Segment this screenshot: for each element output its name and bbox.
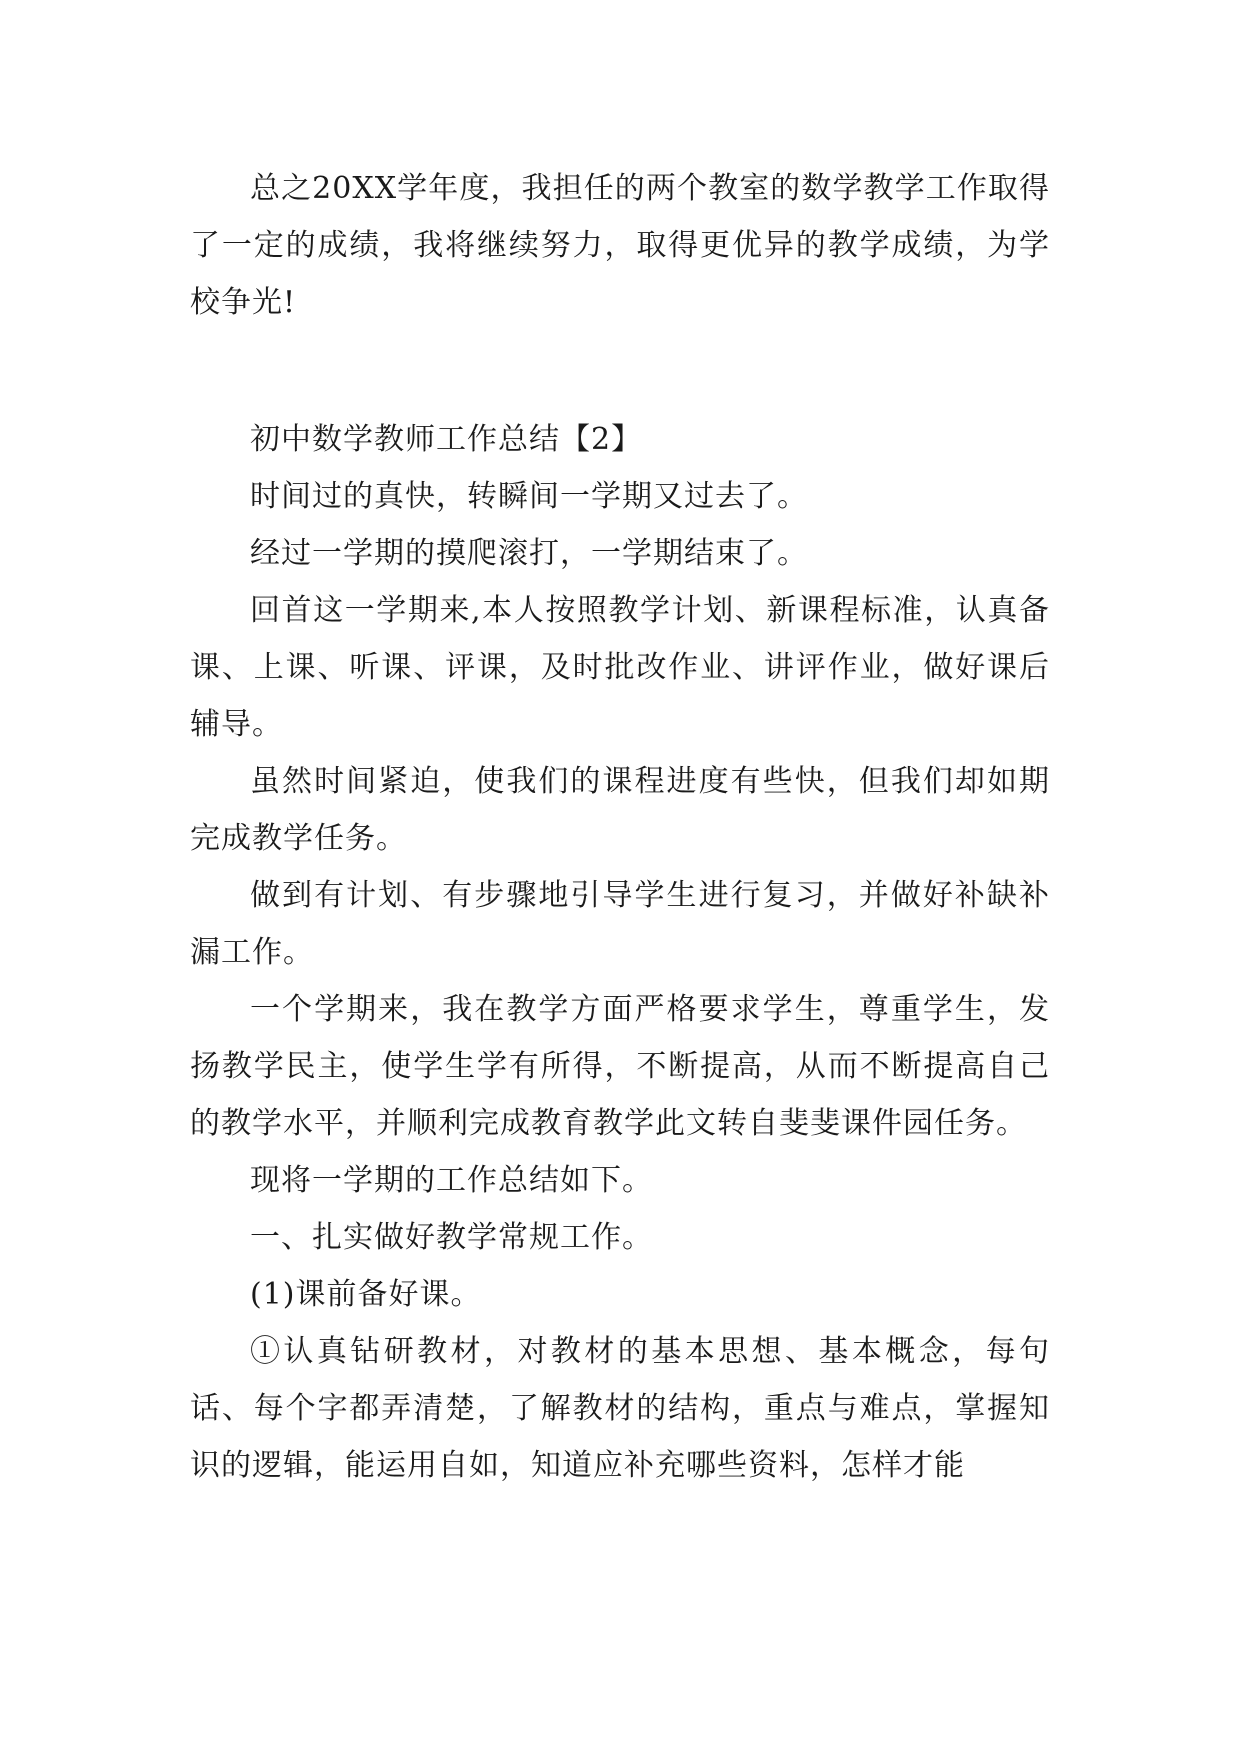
section-spacer bbox=[190, 331, 1050, 411]
paragraph: 一个学期来，我在教学方面严格要求学生，尊重学生，发扬教学民主，使学生学有所得，不断提高，从而不断提高自己的教学水平，并顺利完成教育教学此文转自斐斐课件园任务。 bbox=[190, 992, 1050, 1141]
paragraph: ①认真钻研教材，对教材的基本思想、基本概念，每句话、每个字都弄清楚，了解教材的结构，重点与难点，掌握知识的逻辑，能运用自如，知道应补充哪些资料，怎样才能 bbox=[190, 1334, 1050, 1483]
document-body bbox=[190, 160, 1050, 1494]
paragraph: 现将一学期的工作总结如下。 bbox=[250, 1163, 653, 1198]
paragraph: 做到有计划、有步骤地引导学生进行复习，并做好补缺补漏工作。 bbox=[190, 878, 1050, 970]
paragraph: 回首这一学期来,本人按照教学计划、新课程标准，认真备课、上课、听课、评课，及时批改作业、讲评作业，做好课后辅导。 bbox=[190, 593, 1050, 742]
paragraph: 经过一学期的摸爬滚打，一学期结束了。 bbox=[250, 536, 808, 571]
paragraph: 虽然时间紧迫，使我们的课程进度有些快，但我们却如期完成教学任务。 bbox=[190, 764, 1050, 856]
heading-item: 一、扎实做好教学常规工作。 bbox=[250, 1220, 653, 1255]
sub-heading-item: (1)课前备好课。 bbox=[250, 1277, 482, 1312]
section-title: 初中数学教师工作总结【2】 bbox=[250, 422, 643, 457]
paragraph: 时间过的真快，转瞬间一学期又过去了。 bbox=[250, 479, 808, 514]
closing-paragraph: 总之20XX学年度，我担任的两个教室的数学教学工作取得了一定的成绩，我将继续努力，取得更优异的教学成绩，为学校争光! bbox=[190, 171, 1050, 320]
